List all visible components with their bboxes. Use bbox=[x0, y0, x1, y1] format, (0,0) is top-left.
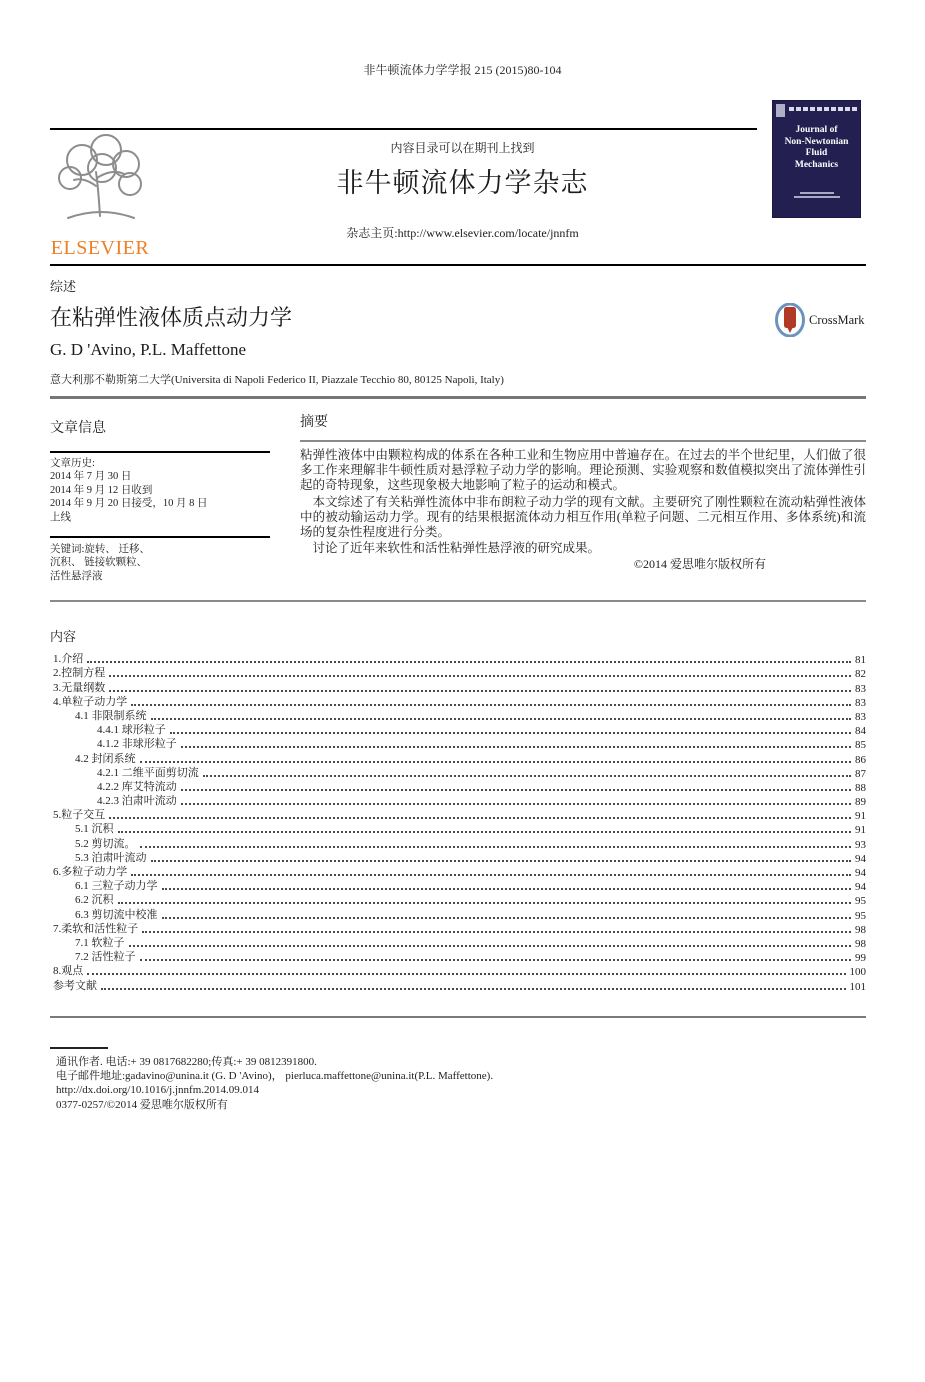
toc-entry-page: 89 bbox=[855, 796, 866, 809]
toc-entry-page: 94 bbox=[855, 881, 866, 894]
toc-entry-label: 5.1 沉积 bbox=[75, 823, 114, 836]
toc-entry-page: 83 bbox=[855, 682, 866, 695]
toc-entry[interactable] bbox=[53, 808, 866, 822]
header-divider-rule bbox=[50, 128, 757, 130]
journal-cover-thumbnail[interactable] bbox=[772, 100, 861, 218]
footer-line: 电子邮件地址:gadavino@unina.it (G. D 'Avino)， pierluca.maffettone@unina.it(P.L. Maffettone). bbox=[56, 1070, 494, 1083]
toc-entry-page: 82 bbox=[855, 668, 866, 681]
abstract-paragraph: 本文综述了有关粘弹性流体中非布朗粒子动力学的现有文献。主要研究了刚性颗粒在流动粘弹性液体中的被动输运动力学。现有的结果根据流体动力相互作用(单粒子问题、二元相互作用、多体系统)和流场的复杂性程度进行分类。 bbox=[300, 494, 866, 540]
toc-entry[interactable] bbox=[53, 666, 866, 680]
toc-entry-page: 84 bbox=[855, 725, 866, 738]
crossmark-icon bbox=[775, 303, 805, 337]
toc-entry[interactable] bbox=[53, 865, 866, 879]
article-type-label: 综述 bbox=[50, 279, 77, 294]
toc-entry-page: 93 bbox=[855, 838, 866, 851]
toc-entry-label: 4.1.2 非球形粒子 bbox=[97, 738, 177, 751]
footnote-rule bbox=[50, 1047, 108, 1049]
toc-dotted-leader bbox=[140, 761, 852, 763]
toc-entry-label: 8.观点 bbox=[53, 965, 84, 978]
keywords-rule bbox=[50, 536, 270, 538]
toc-entry-label: 1.介绍 bbox=[53, 653, 84, 666]
toc-entry-page: 81 bbox=[855, 654, 866, 667]
toc-entry[interactable] bbox=[53, 794, 866, 808]
article-history-line: 2014 年 7 月 30 日 bbox=[50, 471, 132, 483]
toc-dotted-leader bbox=[118, 902, 852, 904]
toc-entry-label: 4.单粒子动力学 bbox=[53, 695, 128, 708]
journal-homepage-link[interactable]: 杂志主页:http://www.elsevier.com/locate/jnnfm bbox=[346, 226, 579, 240]
toc-dotted-leader bbox=[140, 959, 852, 961]
footer-top-rule bbox=[50, 1016, 866, 1018]
keywords-line: 关键词:旋转、 迁移、 bbox=[50, 544, 151, 555]
article-history bbox=[50, 457, 280, 524]
toc-entry[interactable] bbox=[53, 964, 866, 978]
toc-entry-label: 5.粒子交互 bbox=[53, 809, 106, 822]
copyright-notice: ©2014 爱思唯尔版权所有 bbox=[633, 557, 766, 572]
toc-dotted-leader bbox=[203, 775, 851, 777]
cover-footnote-line bbox=[794, 196, 840, 198]
author-affiliation: 意大利那不勒斯第二大学(Universita di Napoli Federico II, Piazzale Tecchio 80, 80125 Napoli, Italy) bbox=[50, 374, 504, 386]
article-history-line: 上线 bbox=[50, 511, 71, 523]
toc-entry[interactable] bbox=[53, 936, 866, 950]
toc-entry[interactable] bbox=[53, 737, 866, 751]
toc-entry[interactable] bbox=[53, 879, 866, 893]
elsevier-wordmark: ELSEVIER bbox=[50, 237, 150, 259]
toc-entry-label: 7.柔软和活性粒子 bbox=[53, 922, 139, 935]
toc-dotted-leader bbox=[101, 988, 846, 990]
toc-entry[interactable] bbox=[53, 822, 866, 836]
cover-masthead-band bbox=[789, 107, 858, 111]
toc-entry-page: 100 bbox=[849, 966, 866, 979]
table-of-contents bbox=[53, 652, 866, 993]
toc-entry-page: 88 bbox=[855, 781, 866, 794]
cover-title-line: Non-Newtonian bbox=[784, 136, 849, 147]
toc-dotted-leader bbox=[129, 945, 852, 947]
toc-entry-label: 6.2 沉积 bbox=[75, 894, 114, 907]
toc-dotted-leader bbox=[181, 746, 851, 748]
footer-line: http://dx.doi.org/10.1016/j.jnnfm.2014.09.014 bbox=[56, 1084, 259, 1097]
article-history-line: 文章历史: bbox=[50, 458, 95, 469]
footer-line: 通讯作者. 电话:+ 39 0817682280;传真:+ 39 0812391800. bbox=[56, 1056, 317, 1068]
toc-dotted-leader bbox=[131, 874, 851, 876]
author-names: G. D 'Avino, P.L. Maffettone bbox=[50, 340, 247, 359]
toc-entry-page: 95 bbox=[855, 909, 866, 922]
elsevier-logo bbox=[44, 134, 156, 260]
abstract-paragraph: 讨论了近年来软性和活性粘弹性悬浮液的研究成果。 bbox=[312, 541, 601, 556]
keywords-line: 活性悬浮液 bbox=[50, 570, 103, 582]
toc-entry-page: 94 bbox=[855, 852, 866, 865]
abstract-rule bbox=[300, 440, 866, 442]
toc-entry-page: 101 bbox=[849, 980, 866, 993]
journal-title: 非牛顿流体力学杂志 bbox=[336, 168, 589, 198]
footer-line: 0377-0257/©2014 爱思唯尔版权所有 bbox=[56, 1098, 228, 1111]
toc-entry-page: 98 bbox=[855, 923, 866, 936]
toc-dotted-leader bbox=[109, 675, 851, 677]
contents-availability-note: 内容目录可以在期刊上找到 bbox=[390, 141, 535, 155]
toc-entry-page: 83 bbox=[855, 696, 866, 709]
toc-entry[interactable] bbox=[53, 907, 866, 921]
toc-entry-page: 85 bbox=[855, 739, 866, 752]
toc-dotted-leader bbox=[170, 732, 851, 734]
article-info-rule bbox=[50, 451, 270, 453]
contents-heading: 内容 bbox=[50, 629, 77, 644]
toc-entry-page: 87 bbox=[855, 767, 866, 780]
keywords-block bbox=[50, 543, 280, 583]
toc-entry[interactable] bbox=[53, 680, 866, 694]
toc-entry[interactable] bbox=[53, 709, 866, 723]
toc-dotted-leader bbox=[142, 931, 851, 933]
toc-dotted-leader bbox=[151, 718, 852, 720]
toc-entry[interactable] bbox=[53, 893, 866, 907]
toc-entry-label: 5.2 剪切流。 bbox=[75, 837, 136, 850]
abstract-paragraph: 粘弹性液体中由颗粒构成的体系在各种工业和生物应用中普遍存在。在过去的半个世纪里，人们做了很多工作来理解非牛顿性质对悬浮粒子动力学的影响。理论预测、实验观察和数值模拟突出了流体弹性引起的奇特现象，这些现象极大地影响了粒子的运动和模式。 bbox=[300, 448, 866, 493]
toc-entry[interactable] bbox=[53, 922, 866, 936]
toc-entry[interactable] bbox=[53, 695, 866, 709]
toc-dotted-leader bbox=[118, 831, 852, 833]
toc-entry-label: 3.无量纲数 bbox=[53, 681, 106, 694]
cover-title bbox=[772, 125, 861, 171]
toc-entry-page: 98 bbox=[855, 937, 866, 950]
toc-entry[interactable] bbox=[53, 836, 866, 850]
toc-entry-label: 6.1 三粒子动力学 bbox=[75, 880, 158, 893]
abstract-paragraphs bbox=[300, 448, 866, 556]
toc-entry-label: 4.2.3 泊肃叶流动 bbox=[97, 795, 177, 808]
cover-footnote-line bbox=[800, 192, 834, 194]
toc-dotted-leader bbox=[87, 661, 851, 663]
toc-entry-label: 4.4.1 球形粒子 bbox=[97, 724, 166, 737]
article-info-heading: 文章信息 bbox=[50, 421, 106, 436]
toc-entry-label: 6.3 剪切流中校准 bbox=[75, 908, 158, 921]
toc-entry-page: 99 bbox=[855, 952, 866, 965]
toc-dotted-leader bbox=[140, 846, 852, 848]
toc-dotted-leader bbox=[162, 888, 852, 890]
toc-entry[interactable] bbox=[53, 652, 866, 666]
toc-entry-page: 91 bbox=[855, 824, 866, 837]
cover-title-line: Mechanics bbox=[794, 159, 839, 170]
abstract-body bbox=[300, 448, 866, 573]
keywords-line: 沉积、 链接软颗粒、 bbox=[50, 557, 148, 569]
toc-entry-label: 5.3 泊肃叶流动 bbox=[75, 851, 147, 864]
abstract-heading: 摘要 bbox=[300, 415, 328, 430]
footnote-block bbox=[56, 1055, 816, 1112]
toc-dotted-leader bbox=[87, 973, 845, 975]
toc-dotted-leader bbox=[131, 704, 851, 706]
elsevier-tree-icon bbox=[50, 134, 150, 230]
toc-dotted-leader bbox=[109, 690, 851, 692]
toc-entry-label: 参考文献 bbox=[53, 979, 97, 992]
crossmark-badge[interactable] bbox=[775, 303, 865, 337]
toc-dotted-leader bbox=[151, 860, 852, 862]
toc-entry-label: 4.2.2 库艾特流动 bbox=[97, 780, 177, 793]
toc-entry-label: 4.1 非限制系统 bbox=[75, 709, 147, 722]
cover-title-line: Fluid bbox=[805, 148, 828, 158]
crossmark-label: CrossMark bbox=[809, 312, 865, 327]
toc-entry[interactable] bbox=[53, 978, 866, 992]
toc-entry-page: 95 bbox=[855, 895, 866, 908]
section-divider-rule bbox=[50, 396, 866, 399]
toc-entry-label: 7.1 软粒子 bbox=[75, 936, 125, 949]
article-title: 在粘弹性液体质点动力学 bbox=[50, 305, 293, 330]
toc-dotted-leader bbox=[109, 817, 851, 819]
toc-entry-label: 6.多粒子动力学 bbox=[53, 866, 128, 878]
toc-dotted-leader bbox=[181, 789, 851, 791]
toc-entry-page: 91 bbox=[855, 810, 866, 823]
toc-entry-page: 83 bbox=[855, 710, 866, 723]
running-head: 非牛顿流体力学学报 215 (2015)80-104 bbox=[363, 63, 562, 77]
toc-dotted-leader bbox=[162, 917, 852, 919]
cover-elsevier-mark-icon bbox=[776, 104, 785, 117]
cover-title-line: Journal of bbox=[795, 125, 838, 135]
toc-entry-label: 2.控制方程 bbox=[53, 667, 106, 680]
toc-entry-page: 94 bbox=[855, 867, 866, 879]
toc-entry-label: 4.2.1 二维平面剪切流 bbox=[97, 766, 199, 779]
toc-entry[interactable] bbox=[53, 950, 866, 964]
toc-entry-label: 7.2 活性粒子 bbox=[75, 951, 136, 964]
contents-top-rule bbox=[50, 600, 866, 602]
toc-dotted-leader bbox=[181, 803, 851, 805]
toc-entry-label: 4.2 封闭系统 bbox=[75, 752, 136, 765]
article-history-line: 2014 年 9 月 12 日收到 bbox=[50, 484, 153, 496]
article-history-line: 2014 年 9 月 20 日接受，10 月 8 日 bbox=[50, 498, 208, 510]
toc-entry[interactable] bbox=[53, 851, 866, 865]
toc-entry-page: 86 bbox=[855, 753, 866, 766]
banner-bottom-rule bbox=[50, 264, 866, 266]
